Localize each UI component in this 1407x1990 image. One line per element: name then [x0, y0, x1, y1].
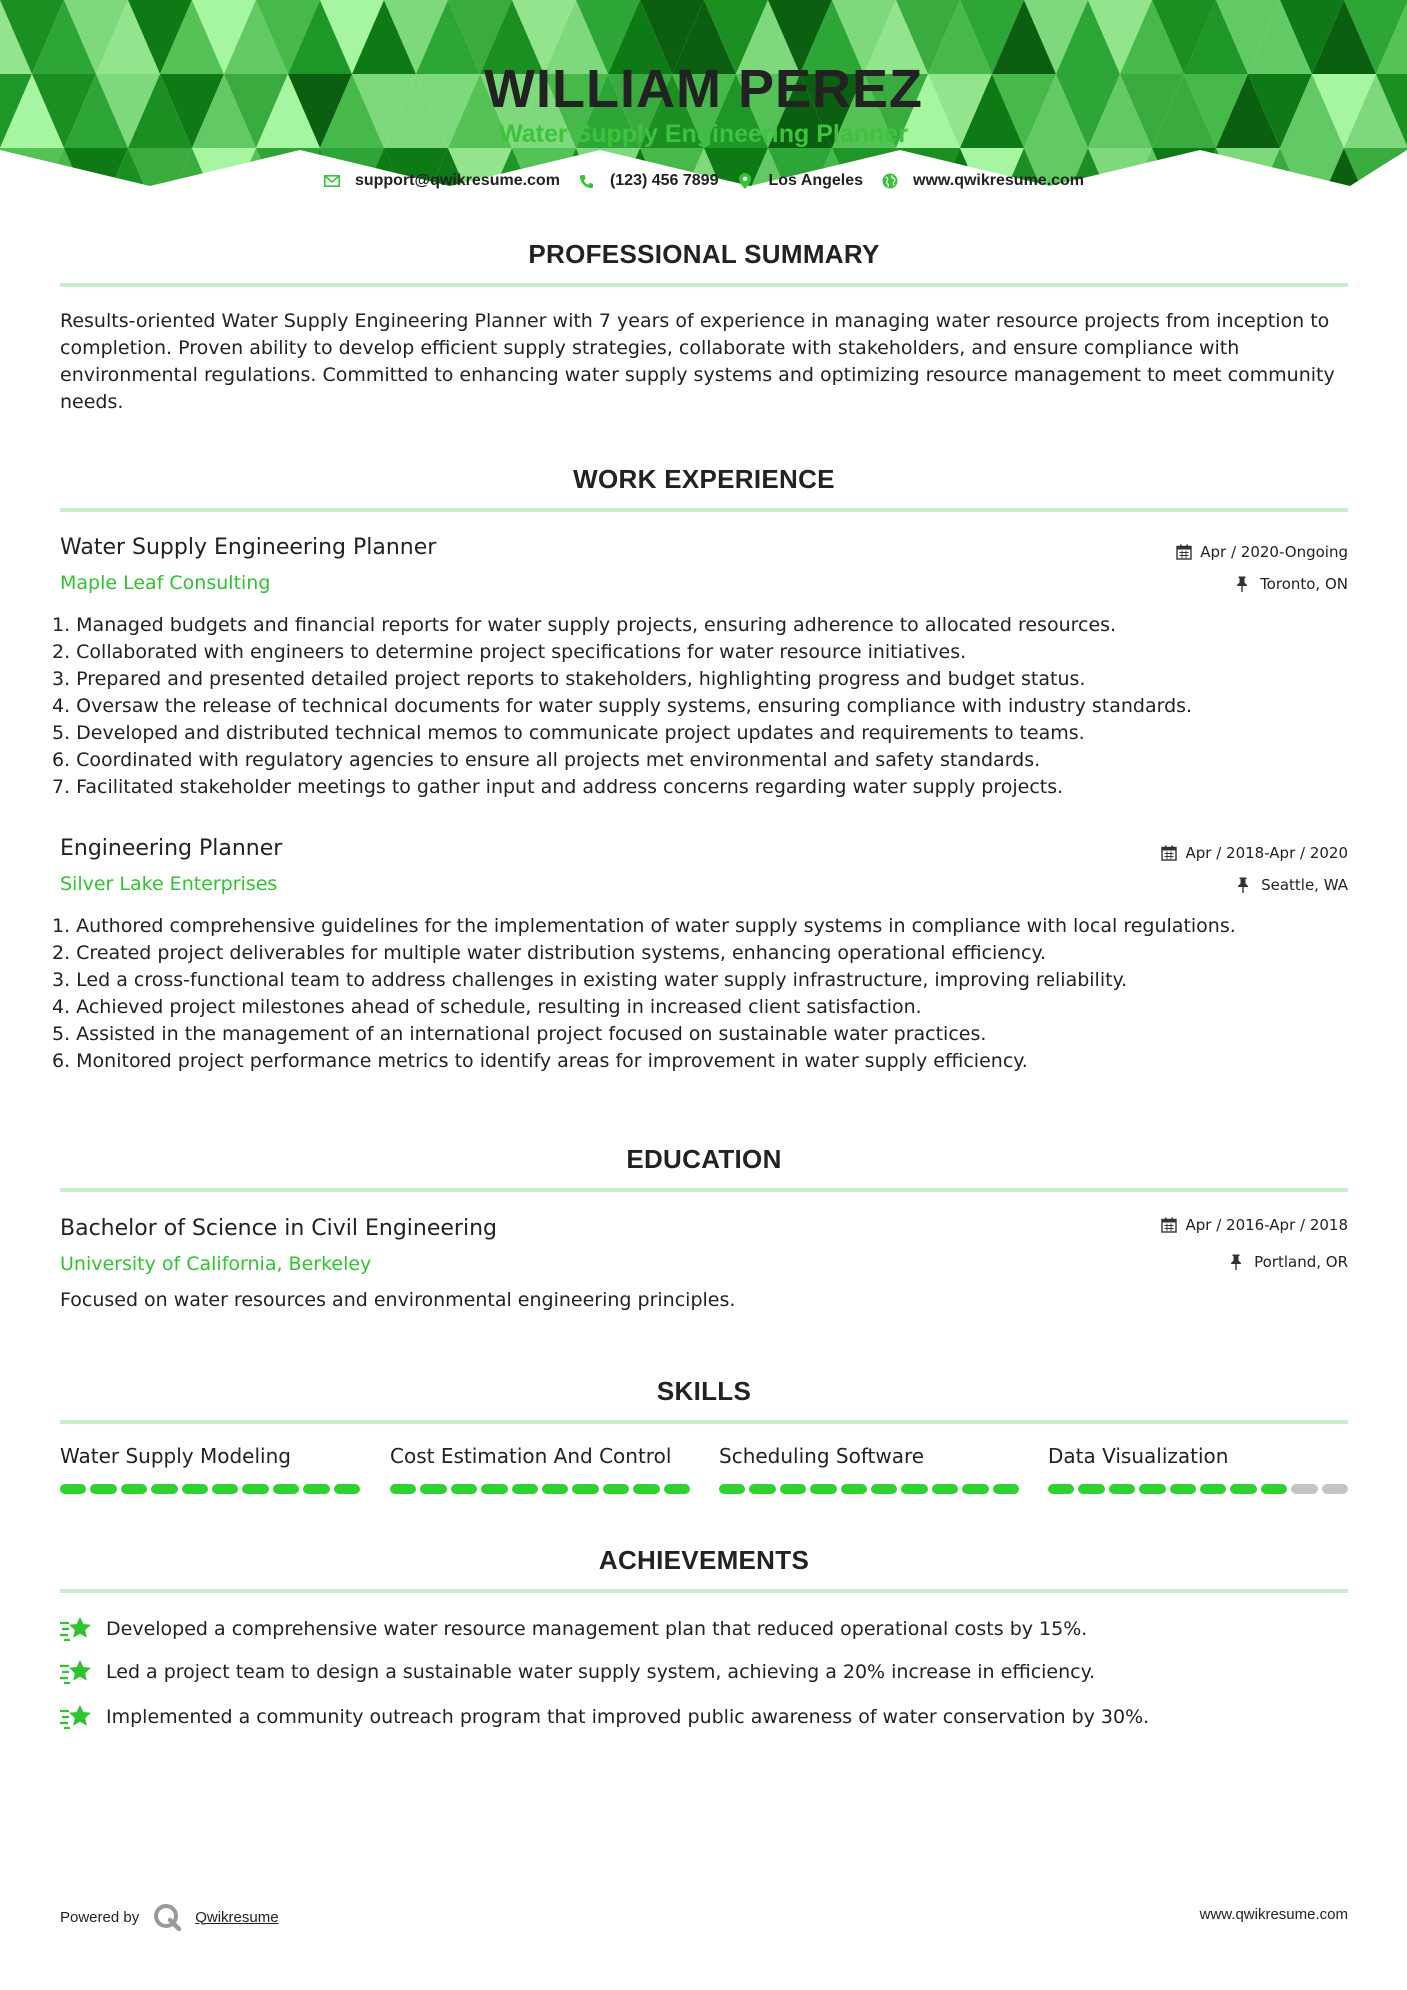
- skill-level-segment: [633, 1484, 659, 1494]
- skill-level-segment: [212, 1484, 238, 1494]
- summary-text: Results-oriented Water Supply Engineering Planner with 7 years of experience in managing water resource projects from inception to completion. Proven ability to develop efficient supply strategies, collaborate with stakeholders, and ensure compliance with environmental regulations. Committed to enhancing water supply systems and optimizing resource management to meet community needs.: [60, 310, 1335, 413]
- skill-level-segment: [1109, 1484, 1135, 1494]
- job-title: Water Supply Engineering Planner: [60, 535, 437, 560]
- job-bullets: [52, 913, 1348, 1075]
- list-item: 6. Coordinated with regulatory agencies to ensure all projects met environmental and safety standards.: [52, 749, 1041, 771]
- contact-email[interactable]: [323, 172, 560, 190]
- job-dates: [1161, 844, 1348, 862]
- edu-school: University of California, Berkeley: [60, 1253, 372, 1275]
- skill-level-segment: [1200, 1484, 1226, 1494]
- achievement-item: [60, 1614, 1087, 1644]
- skills-heading: SKILLS: [656, 1376, 752, 1406]
- powered-by-label: Powered by: [60, 1908, 140, 1926]
- skill-level-segment: [334, 1484, 360, 1494]
- skill-level-segment: [841, 1484, 867, 1494]
- skill-level-segment: [90, 1484, 116, 1494]
- skill-level-segment: [962, 1484, 988, 1494]
- experience-divider: [60, 508, 1348, 512]
- skill-level-bar: [719, 1484, 1019, 1494]
- job-dates-text: Apr / 2020-Ongoing: [1200, 543, 1348, 561]
- list-item: 1. Managed budgets and financial reports for water supply projects, ensuring adherence to allocated resources.: [52, 614, 1117, 636]
- skill-level-segment: [901, 1484, 927, 1494]
- edu-location-text: Portland, OR: [1254, 1253, 1348, 1271]
- achievement-text: Implemented a community outreach program that improved public awareness of water conservation by 30%.: [106, 1706, 1150, 1728]
- skill-level-segment: [242, 1484, 268, 1494]
- skill-level-bar: [390, 1484, 690, 1494]
- map-pin-icon: [736, 172, 754, 190]
- skill-level-bar: [1048, 1484, 1348, 1494]
- skill-level-segment: [719, 1484, 745, 1494]
- skill-level-segment: [151, 1484, 177, 1494]
- summary-heading: PROFESSIONAL SUMMARY: [528, 239, 880, 269]
- list-item: 2. Collaborated with engineers to determine project specifications for water resource initiatives.: [52, 641, 967, 663]
- skill-level-segment: [1078, 1484, 1104, 1494]
- star-icon: [60, 1657, 92, 1687]
- skill-level-segment: [1139, 1484, 1165, 1494]
- calendar-icon: [1161, 1217, 1177, 1233]
- contact-bar: [0, 172, 1407, 190]
- contact-location: [736, 172, 863, 190]
- candidate-name: WILLIAM PEREZ: [484, 59, 923, 119]
- skill-level-segment: [542, 1484, 568, 1494]
- list-item: 3. Prepared and presented detailed project reports to stakeholders, highlighting progress and budget status.: [52, 668, 1086, 690]
- skill-level-segment: [60, 1484, 86, 1494]
- achievement-text: Led a project team to design a sustainable water supply system, achieving a 20% increase in efficiency.: [106, 1661, 1096, 1683]
- summary-divider: [60, 283, 1348, 287]
- skill-level-segment: [512, 1484, 538, 1494]
- contact-website[interactable]: [881, 172, 1084, 190]
- contact-phone[interactable]: [578, 172, 719, 190]
- skill-level-segment: [182, 1484, 208, 1494]
- skill-name: Scheduling Software: [719, 1444, 925, 1468]
- qwikresume-link[interactable]: Qwikresume: [195, 1908, 279, 1926]
- job-company: Maple Leaf Consulting: [60, 572, 271, 594]
- skill-level-segment: [303, 1484, 329, 1494]
- list-item: 5. Developed and distributed technical memos to communicate project updates and requirements to teams.: [52, 722, 1085, 744]
- achievement-item: [60, 1657, 1095, 1687]
- calendar-icon: [1161, 845, 1177, 861]
- skill-level-segment: [481, 1484, 507, 1494]
- skill-level-segment: [390, 1484, 416, 1494]
- edu-dates: [1161, 1216, 1348, 1234]
- star-icon: [60, 1702, 92, 1732]
- skill-level-segment: [780, 1484, 806, 1494]
- skill-item: [60, 1444, 360, 1494]
- job-location: [1236, 575, 1348, 593]
- skill-level-segment: [121, 1484, 147, 1494]
- skill-level-segment: [1291, 1484, 1317, 1494]
- list-item: 6. Monitored project performance metrics to identify areas for improvement in water supply efficiency.: [52, 1050, 1028, 1072]
- skill-item: [390, 1444, 690, 1494]
- skill-level-segment: [1048, 1484, 1074, 1494]
- skill-level-segment: [810, 1484, 836, 1494]
- job-location: [1237, 876, 1348, 894]
- contact-website-text: www.qwikresume.com: [913, 172, 1085, 189]
- skill-level-segment: [1170, 1484, 1196, 1494]
- skill-level-segment: [451, 1484, 477, 1494]
- envelope-icon: [323, 172, 341, 190]
- skill-level-segment: [993, 1484, 1019, 1494]
- experience-heading: WORK EXPERIENCE: [573, 464, 835, 494]
- skill-item: [1048, 1444, 1348, 1494]
- job-title: Engineering Planner: [60, 836, 283, 861]
- skill-level-segment: [871, 1484, 897, 1494]
- education-heading: EDUCATION: [626, 1144, 782, 1174]
- list-item: 5. Assisted in the management of an international project focused on sustainable water practices.: [52, 1023, 987, 1045]
- calendar-icon: [1176, 544, 1192, 560]
- skill-level-segment: [664, 1484, 690, 1494]
- skill-level-bar: [60, 1484, 360, 1494]
- achievements-divider: [60, 1589, 1348, 1593]
- contact-location-text: Los Angeles: [768, 172, 864, 189]
- skill-name: Data Visualization: [1048, 1444, 1229, 1468]
- skill-name: Cost Estimation And Control: [390, 1444, 672, 1468]
- job-company: Silver Lake Enterprises: [60, 873, 278, 895]
- skill-name: Water Supply Modeling: [60, 1444, 291, 1468]
- qwikresume-logo-icon: [153, 1903, 183, 1931]
- edu-description: Focused on water resources and environmental engineering principles.: [60, 1289, 736, 1311]
- phone-icon: [578, 172, 596, 190]
- edu-location: [1230, 1253, 1348, 1271]
- skill-level-segment: [1261, 1484, 1287, 1494]
- contact-email-text: support@qwikresume.com: [354, 172, 560, 189]
- achievement-item: [60, 1702, 1149, 1732]
- skill-item: [719, 1444, 1019, 1494]
- skill-level-segment: [749, 1484, 775, 1494]
- edu-dates-text: Apr / 2016-Apr / 2018: [1185, 1216, 1348, 1234]
- list-item: 4. Oversaw the release of technical documents for water supply systems, ensuring compliance with industry standards.: [52, 695, 1193, 717]
- skill-level-segment: [1322, 1484, 1348, 1494]
- skill-level-segment: [420, 1484, 446, 1494]
- job-dates: [1176, 543, 1348, 561]
- edu-degree: Bachelor of Science in Civil Engineering: [60, 1216, 497, 1241]
- footer-powered-by: [60, 1903, 279, 1931]
- list-item: 1. Authored comprehensive guidelines for the implementation of water supply systems in compliance with local regulations.: [52, 915, 1236, 937]
- skill-level-segment: [1230, 1484, 1256, 1494]
- pushpin-icon: [1236, 576, 1252, 592]
- list-item: 4. Achieved project milestones ahead of schedule, resulting in increased client satisfaction.: [52, 996, 922, 1018]
- skill-level-segment: [603, 1484, 629, 1494]
- skill-level-segment: [572, 1484, 598, 1494]
- globe-icon: [881, 172, 899, 190]
- candidate-title: Water Supply Engineering Planner: [499, 120, 908, 148]
- achievement-text: Developed a comprehensive water resource management plan that reduced operational costs by 15%.: [106, 1618, 1088, 1640]
- job-location-text: Seattle, WA: [1261, 876, 1348, 894]
- contact-phone-text: (123) 456 7899: [609, 172, 719, 189]
- pushpin-icon: [1237, 877, 1253, 893]
- skill-level-segment: [932, 1484, 958, 1494]
- education-divider: [60, 1188, 1348, 1192]
- star-icon: [60, 1614, 92, 1644]
- list-item: 3. Led a cross-functional team to address challenges in existing water supply infrastructure, improving reliability.: [52, 969, 1128, 991]
- job-location-text: Toronto, ON: [1260, 575, 1348, 593]
- achievements-heading: ACHIEVEMENTS: [598, 1545, 810, 1575]
- job-bullets: [52, 612, 1348, 801]
- job-dates-text: Apr / 2018-Apr / 2020: [1185, 844, 1348, 862]
- skill-level-segment: [273, 1484, 299, 1494]
- list-item: 7. Facilitated stakeholder meetings to gather input and address concerns regarding water supply projects.: [52, 776, 1064, 798]
- footer-website[interactable]: www.qwikresume.com: [1199, 1906, 1348, 1923]
- skills-divider: [60, 1420, 1348, 1424]
- list-item: 2. Created project deliverables for multiple water distribution systems, enhancing operational efficiency.: [52, 942, 1047, 964]
- pushpin-icon: [1230, 1254, 1246, 1270]
